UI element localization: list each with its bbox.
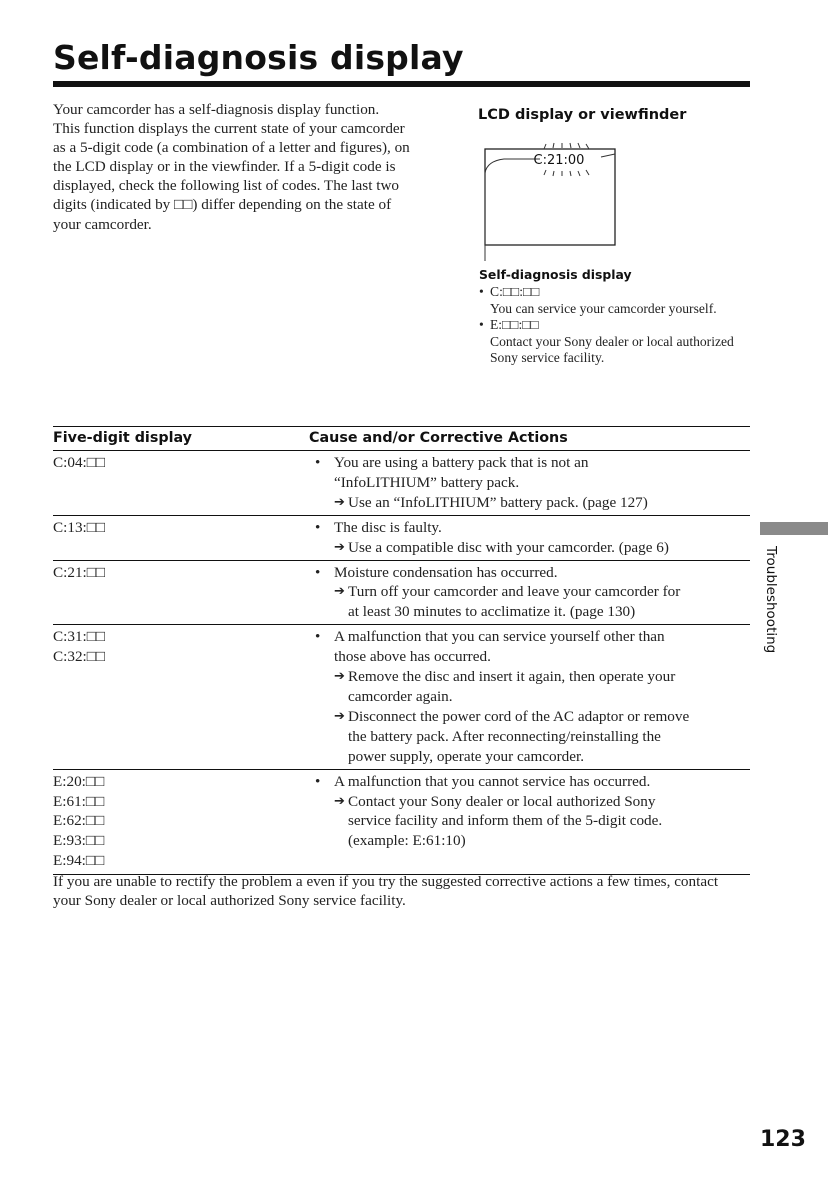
arrow-right-icon: ➔ <box>334 584 345 600</box>
section-side-label: Troubleshooting <box>763 546 779 654</box>
self-diagnosis-caption <box>479 267 749 366</box>
table-header <box>53 426 750 451</box>
code-value: E:93:□□ <box>53 832 105 850</box>
action-continuation: service facility and inform them of the 5-digit code. <box>348 812 663 830</box>
action-cell <box>315 772 750 872</box>
action-text: Use a compatible disc with your camcorder. (page 6) <box>348 538 669 556</box>
page-number: 123 <box>760 1127 806 1152</box>
cause-text: A malfunction that you cannot service has occurred. <box>334 772 651 790</box>
table-row <box>53 561 750 626</box>
caption-item <box>479 317 749 333</box>
action-line <box>315 792 750 812</box>
action-text: Remove the disc and insert it again, then operate your <box>348 668 676 686</box>
action-continuation: power supply, operate your camcorder. <box>348 747 585 765</box>
action-continuation: camcorder again. <box>348 687 453 705</box>
action-line <box>315 493 750 513</box>
action-line <box>315 582 750 602</box>
page-title: Self-diagnosis display <box>53 38 464 77</box>
lcd-code-text: C:21:00 <box>533 153 585 168</box>
action-text: Turn off your camcorder and leave your camcorder for <box>348 583 681 601</box>
footer-note: If you are unable to rectify the problem a even if you try the suggested corrective actions a few times, contact your Sony dealer or local authorized Sony service facility. <box>53 873 719 910</box>
diagnosis-table <box>53 426 750 875</box>
action-continuation: the battery pack. After reconnecting/reinstalling the <box>348 727 661 745</box>
lcd-screen-illustration <box>470 133 630 268</box>
action-cell <box>315 627 750 766</box>
table-row <box>53 516 750 561</box>
cause-text: The disc is faulty. <box>334 518 442 536</box>
header-five-digit: Five-digit display <box>53 430 193 446</box>
arrow-right-icon: ➔ <box>334 793 345 809</box>
action-continuation: (example: E:61:10) <box>348 832 466 850</box>
intro-paragraph-2: This function displays the current state of your camcorder as a 5-digit code (a combination of a letter and figures), on the LCD display or in the viewfinder. If a 5-digit code is displayed, check the following list of codes. The last two digits (indicated by □□) differ depending on the state of your camcorder. <box>53 120 410 233</box>
cause-text: You are using a battery pack that is not an <box>334 454 589 471</box>
code-value: E:20:□□ <box>53 772 105 790</box>
bullet-icon: • <box>479 317 484 333</box>
arrow-right-icon: ➔ <box>334 669 345 685</box>
intro-paragraph-1: Your camcorder has a self-diagnosis display function. <box>53 101 380 118</box>
cause-continuation: those above has occurred. <box>334 648 491 666</box>
header-cause: Cause and/or Corrective Actions <box>309 430 568 446</box>
code-cell <box>53 772 293 872</box>
code-value: C:13:□□ <box>53 518 106 536</box>
lcd-callout-line <box>485 159 540 261</box>
code-cell <box>53 627 293 667</box>
action-line <box>315 538 750 558</box>
bullet-icon: • <box>315 628 321 646</box>
cause-continuation: “InfoLITHIUM” battery pack. <box>334 473 520 491</box>
section-tab-marker <box>760 522 828 535</box>
action-line <box>315 667 750 687</box>
code-cell <box>53 563 293 583</box>
code-value: C:31:□□ <box>53 628 106 646</box>
arrow-right-icon: ➔ <box>334 494 345 510</box>
code-value: C:21:□□ <box>53 563 106 581</box>
lcd-heading: LCD display or viewfinder <box>478 107 687 123</box>
code-cell <box>53 518 293 538</box>
bullet-icon: • <box>315 454 321 471</box>
code-cell <box>53 453 293 473</box>
table-row <box>53 770 750 875</box>
table-row <box>53 451 750 516</box>
caption-item <box>479 284 749 300</box>
cause-line <box>315 627 750 647</box>
code-value: C:04:□□ <box>53 454 106 471</box>
action-cell <box>315 563 750 623</box>
action-cell <box>315 453 750 513</box>
arrow-right-icon: ➔ <box>334 539 345 555</box>
bullet-icon: • <box>315 563 321 581</box>
code-value: E:62:□□ <box>53 812 105 830</box>
action-continuation: at least 30 minutes to acclimatize it. (page 130) <box>348 603 636 621</box>
action-text: Disconnect the power cord of the AC adaptor or remove <box>348 707 690 725</box>
intro-text <box>53 100 418 234</box>
caption-code: E:□□:□□ <box>490 317 539 333</box>
action-text: Contact your Sony dealer or local authorized Sony <box>348 792 656 810</box>
caption-title: Self-diagnosis display <box>479 267 632 282</box>
caption-desc: Contact your Sony dealer or local authorized Sony service facility. <box>490 333 734 366</box>
cause-text: A malfunction that you can service yourself other than <box>334 628 665 646</box>
caption-desc: You can service your camcorder yourself. <box>490 300 717 316</box>
table-row <box>53 625 750 769</box>
action-line <box>315 707 750 727</box>
title-rule <box>53 81 750 87</box>
cause-line <box>315 453 750 473</box>
cause-line <box>315 772 750 792</box>
bullet-icon: • <box>315 518 321 536</box>
action-cell <box>315 518 750 558</box>
bullet-icon: • <box>315 772 321 790</box>
cause-line <box>315 563 750 583</box>
code-value: E:94:□□ <box>53 852 105 870</box>
code-value: E:61:□□ <box>53 792 105 810</box>
cause-line <box>315 518 750 538</box>
arrow-right-icon: ➔ <box>334 708 345 724</box>
action-text: Use an “InfoLITHIUM” battery pack. (page 127) <box>348 493 648 511</box>
code-value: C:32:□□ <box>53 648 106 666</box>
caption-code: C:□□:□□ <box>490 284 540 300</box>
cause-text: Moisture condensation has occurred. <box>334 563 558 581</box>
bullet-icon: • <box>479 284 484 300</box>
